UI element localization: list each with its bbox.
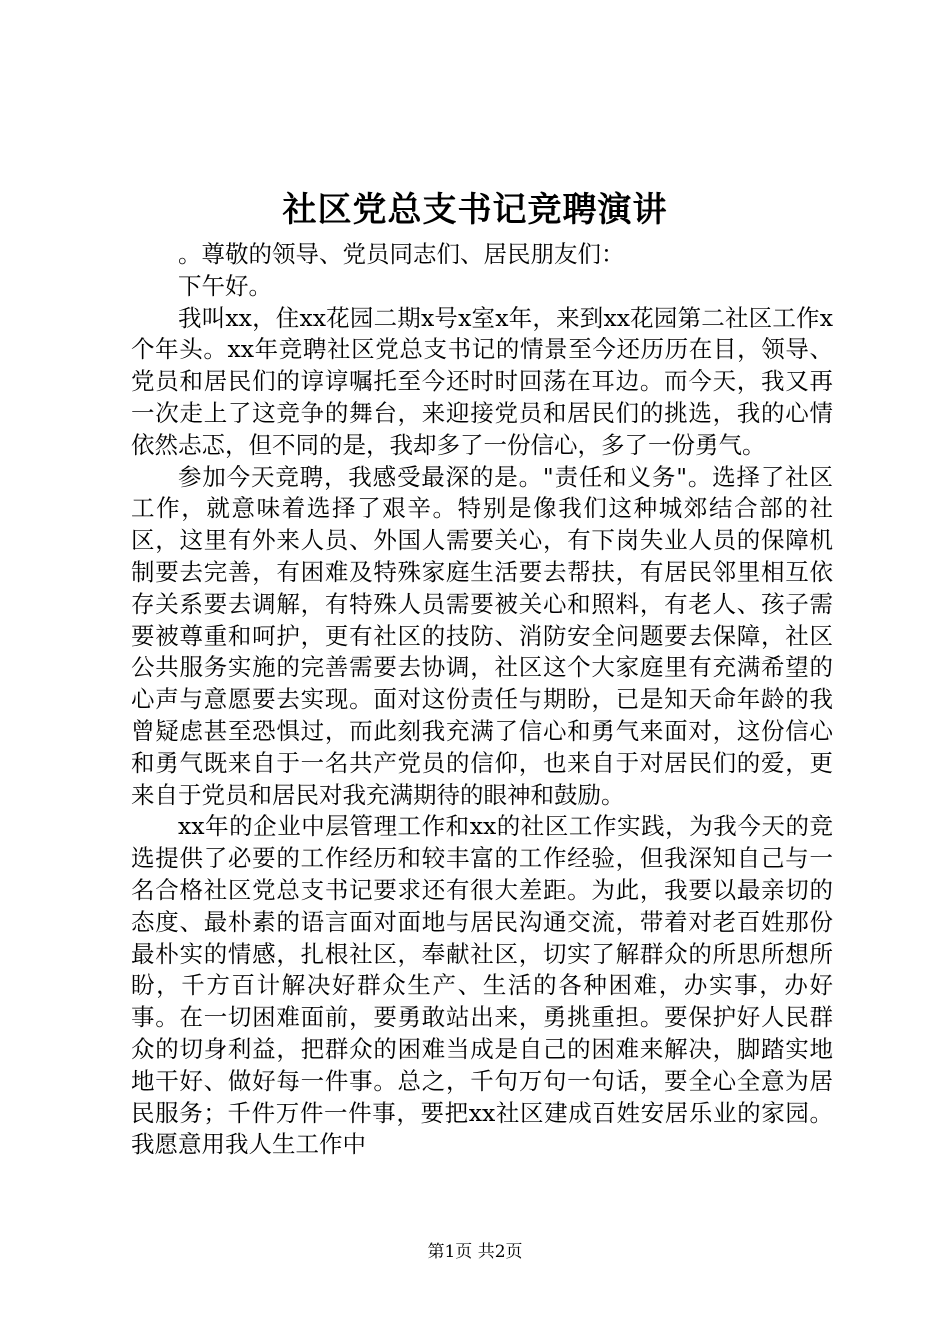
paragraph-responsibility: 参加今天竞聘，我感受最深的是。"责任和义务"。选择了社区工作，就意味着选择了艰辛。特别是像我们这种城郊结合部的社区，这里有外来人员、外国人需要关心，有下岗失业人员的保障机制要去完善，有困难及特殊家庭生活要去帮扶，有居民邻里相互依存关系要去调解，有特殊人员需要被关心和照料，有老人、孩子需要被尊重和呵护，更有社区的技防、消防安全问题要去保障，社区公共服务实施的完善需要去协调，社区这个大家庭里有充满希望的心声与意愿要去实现。面对这份责任与期盼，已是知天命年龄的我曾疑虑甚至恐惧过，而此刻我充满了信心和勇气来面对，这份信心和勇气既来自于一名共产党员的信仰，也来自于对居民们的爱，更来自于党员和居民对我充满期待的眼神和鼓励。 [131, 462, 833, 809]
document-title: 社区党总支书记竞聘演讲 [282, 190, 668, 230]
paragraph-greeting: 下午好。 [178, 271, 272, 300]
document-body [131, 239, 833, 1161]
paragraph-introduction: 我叫xx，住xx花园二期x号x室x年，来到xx花园第二社区工作x个年头。xx年竞聘社区党总支书记的情景至今还历历在目，领导、党员和居民们的谆谆嘱托至今还时时回荡在耳边。而今天，我又再一次走上了这竞争的舞台，来迎接党员和居民们的挑选，我的心情依然忐忑，但不同的是，我却多了一份信心，多了一份勇气。 [131, 303, 833, 459]
paragraph-experience: xx年的企业中层管理工作和xx的社区工作实践，为我今天的竞选提供了必要的工作经历和较丰富的工作经验，但我深知自己与一名合格社区党总支书记要求还有很大差距。为此，我要以最亲切的态度、最朴素的语言面对面地与居民沟通交流，带着对老百姓那份最朴实的情感，扎根社区，奉献社区，切实了解群众的所思所想所盼，千方百计解决好群众生产、生活的各种困难，办实事，办好事。在一切困难面前，要勇敢站出来，勇挑重担。要保护好人民群众的切身利益，把群众的困难当成是自己的困难来解决，脚踏实地地干好、做好每一件事。总之，千句万句一句话，要全心全意为居民服务；千件万件一件事，要把xx社区建成百姓安居乐业的家园。我愿意用我人生工作中 [131, 812, 833, 1159]
page-footer: 第1页 共2页 [427, 1242, 523, 1262]
paragraph-salutation: 。尊敬的领导、党员同志们、居民朋友们： [178, 240, 625, 268]
